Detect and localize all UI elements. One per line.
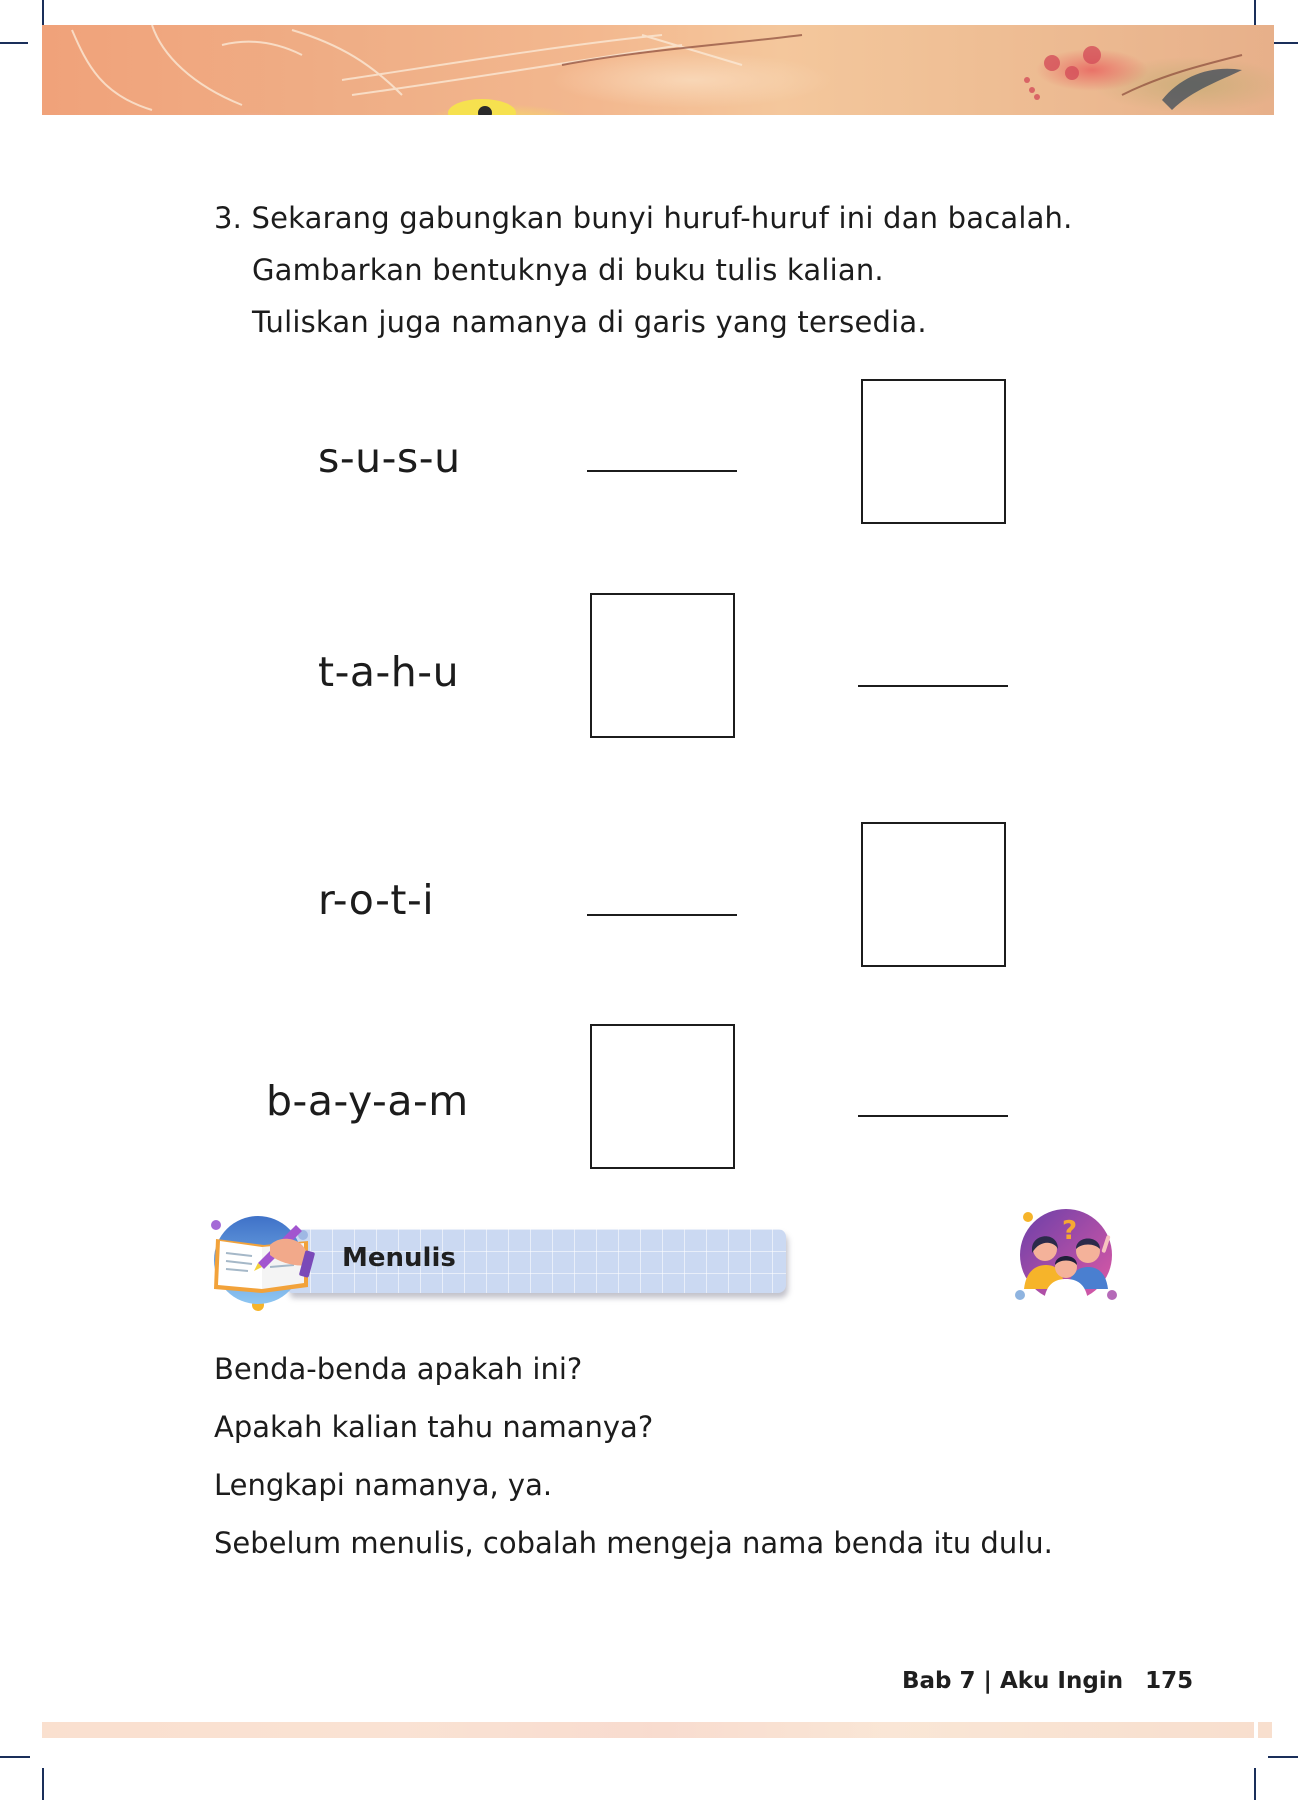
family-question-icon [1010, 1205, 1122, 1315]
body-line-2: Apakah kalian tahu namanya? [214, 1410, 654, 1444]
body-line-1: Benda-benda apakah ini? [214, 1352, 583, 1386]
section-title: Menulis [342, 1243, 456, 1273]
spelling-word-2: t-a-h-u [318, 648, 460, 696]
crop-mark-bottom-left-vertical [42, 1768, 44, 1800]
crop-mark-bottom-left-horizontal [0, 1756, 30, 1758]
crop-mark-top-left-horizontal [0, 42, 28, 44]
picture-box-4[interactable] [590, 1024, 735, 1169]
decorative-banner-bottom-stub [1258, 1722, 1272, 1738]
writing-book-icon [208, 1205, 318, 1315]
body-line-4: Sebelum menulis, cobalah mengeja nama benda itu dulu. [214, 1526, 1053, 1560]
instruction-line-3: Tuliskan juga namanya di garis yang tersedia. [252, 305, 927, 339]
crop-mark-top-left-vertical [42, 0, 44, 28]
section-header-menulis [208, 1205, 788, 1315]
spelling-word-4: b-a-y-a-m [266, 1077, 469, 1125]
picture-box-1[interactable] [861, 379, 1006, 524]
answer-line-4[interactable] [858, 1115, 1008, 1117]
svg-text:?: ? [1062, 1216, 1078, 1246]
answer-line-2[interactable] [858, 685, 1008, 687]
instruction-line-1: 3. Sekarang gabungkan bunyi huruf-huruf ini dan bacalah. [214, 201, 1073, 235]
instruction-line-2: Gambarkan bentuknya di buku tulis kalian. [252, 253, 884, 287]
page-number: 175 [1145, 1668, 1194, 1694]
spelling-word-1: s-u-s-u [318, 434, 461, 482]
page-footer [902, 1668, 1193, 1694]
chapter-label: Bab 7 | Aku Ingin [902, 1668, 1124, 1694]
body-line-3: Lengkapi namanya, ya. [214, 1468, 553, 1502]
crop-mark-top-right-horizontal [1270, 42, 1298, 44]
body-paragraph [214, 1340, 1053, 1572]
picture-box-2[interactable] [590, 593, 735, 738]
crop-mark-bottom-right-vertical [1254, 1768, 1256, 1800]
crop-mark-top-right-vertical [1254, 0, 1256, 28]
instruction-text [214, 192, 1073, 348]
banner-painting-icon [42, 25, 1274, 115]
decorative-banner-bottom [42, 1722, 1254, 1738]
spelling-word-3: r-o-t-i [318, 876, 435, 924]
picture-box-3[interactable] [861, 822, 1006, 967]
decorative-banner-top [42, 25, 1274, 115]
answer-line-1[interactable] [587, 470, 737, 472]
crop-mark-bottom-right-horizontal [1268, 1756, 1298, 1758]
answer-line-3[interactable] [587, 914, 737, 916]
